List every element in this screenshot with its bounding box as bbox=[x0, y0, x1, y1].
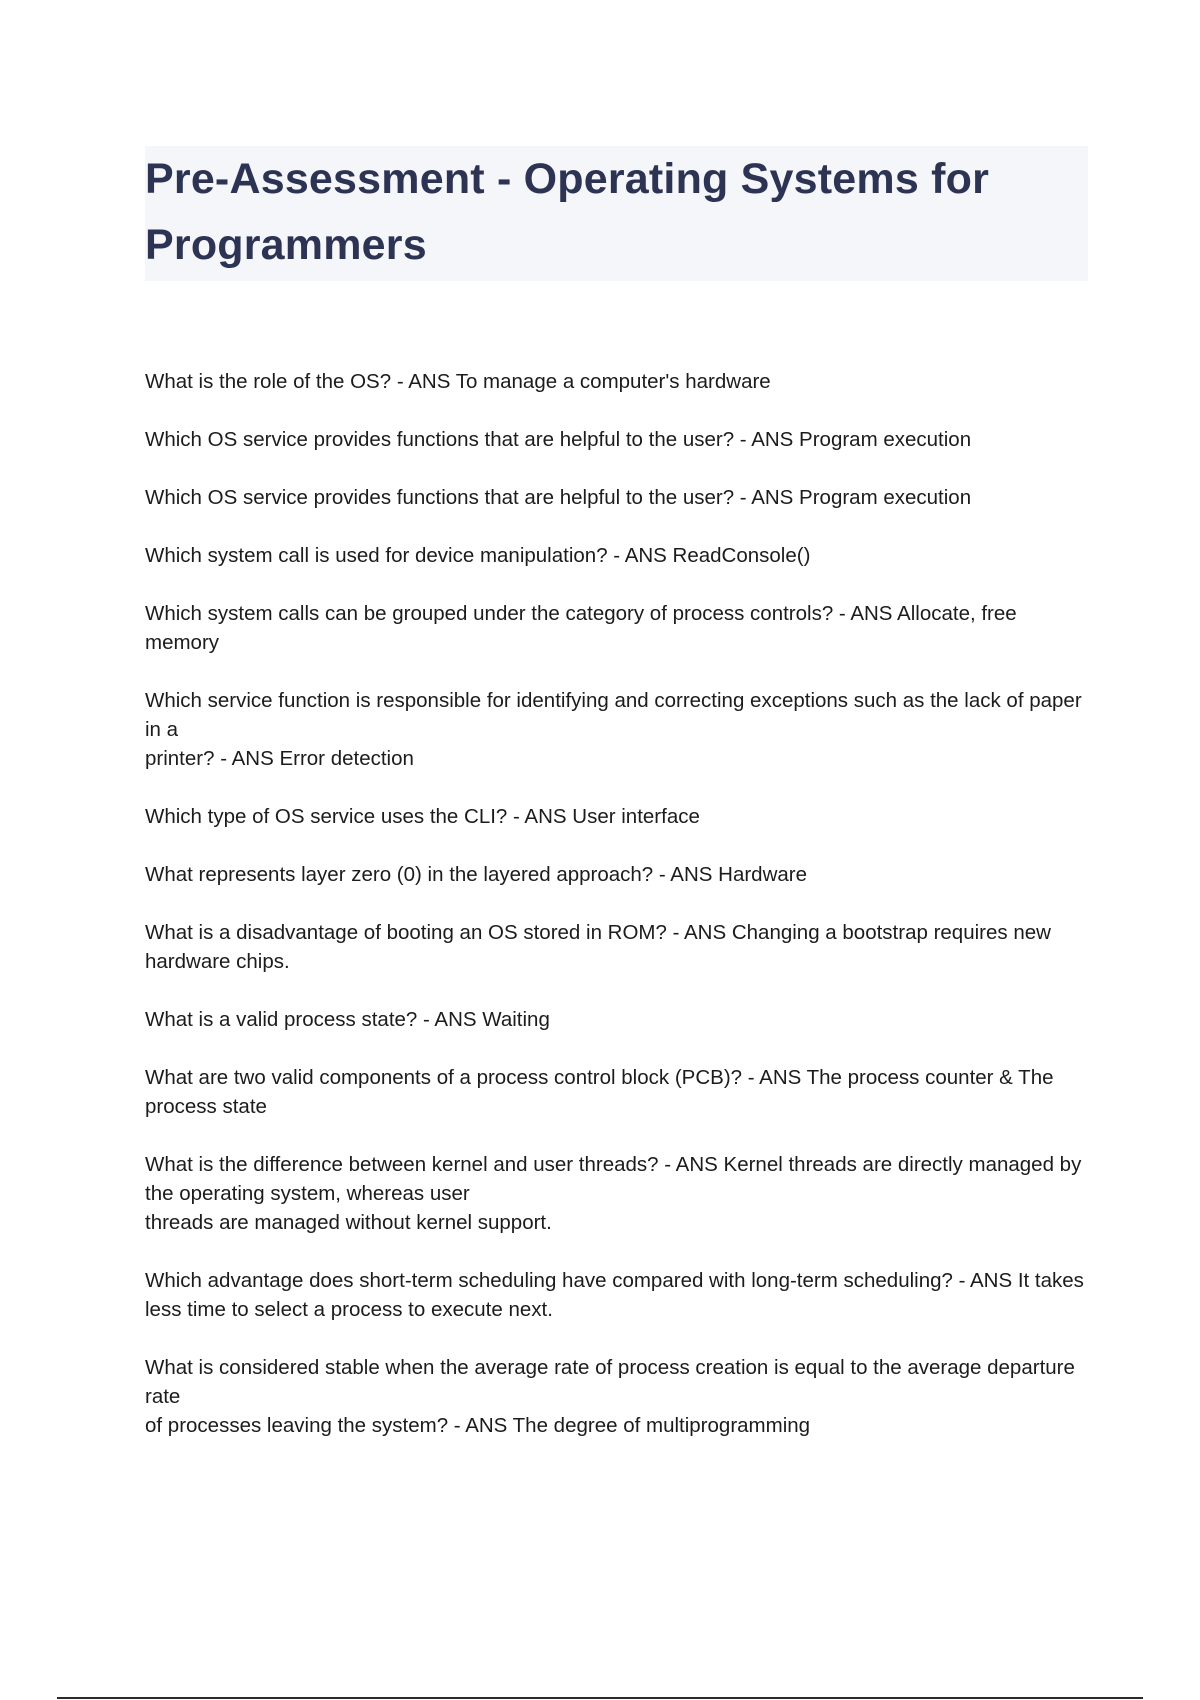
answer-text: ANS It takes less time to select a process to execute next. bbox=[145, 1269, 1084, 1321]
qa-item-10 bbox=[145, 1005, 1085, 1034]
qa-item-3 bbox=[145, 483, 1085, 512]
qa-item-5 bbox=[145, 599, 1085, 657]
question-text: Which OS service provides functions that are helpful to the user? - bbox=[145, 428, 752, 451]
question-text: What is the role of the OS? - bbox=[145, 370, 409, 393]
question-text: Which type of OS service uses the CLI? - bbox=[145, 805, 525, 828]
question-text: Which service function is responsible for identifying and correcting exceptions such as the lack of paper in a printer? - bbox=[145, 689, 1082, 770]
answer-text: ANS To manage a computer's hardware bbox=[408, 370, 771, 393]
qa-item-2 bbox=[145, 425, 1085, 454]
qa-item-4 bbox=[145, 541, 1085, 570]
page-title: Pre-Assessment - Operating Systems for Programmers bbox=[145, 155, 990, 269]
question-answer-list bbox=[145, 367, 1085, 1469]
qa-item-11 bbox=[145, 1063, 1085, 1121]
qa-item-12 bbox=[145, 1150, 1085, 1237]
qa-item-8 bbox=[145, 860, 1085, 889]
answer-text: ANS User interface bbox=[524, 805, 700, 828]
question-text: Which system call is used for device manipulation? - bbox=[145, 544, 625, 567]
answer-text: ANS Kernel threads are directly managed by the operating system, whereas user threads are managed without kernel support. bbox=[145, 1153, 1082, 1234]
footer-divider bbox=[57, 1697, 1143, 1699]
question-text: Which system calls can be grouped under the category of process controls? - bbox=[145, 602, 851, 625]
answer-text: ANS The degree of multiprogramming bbox=[465, 1414, 811, 1437]
question-text: What is considered stable when the average rate of process creation is equal to the average departure rate of processes leaving the system? - bbox=[145, 1356, 1075, 1437]
qa-item-6 bbox=[145, 686, 1085, 773]
answer-text: ANS Program execution bbox=[751, 486, 972, 509]
question-text: Which OS service provides functions that are helpful to the user? - bbox=[145, 486, 752, 509]
answer-text: ANS Program execution bbox=[751, 428, 972, 451]
answer-text: ANS Changing a bootstrap requires new hardware chips. bbox=[145, 921, 1051, 973]
title-banner bbox=[145, 146, 1088, 281]
answer-text: ANS Waiting bbox=[434, 1008, 550, 1031]
question-text: What is a valid process state? - bbox=[145, 1008, 435, 1031]
question-text: What is a disadvantage of booting an OS stored in ROM? - bbox=[145, 921, 684, 944]
answer-text: ANS Error detection bbox=[231, 747, 414, 770]
qa-item-13 bbox=[145, 1266, 1085, 1324]
question-text: Which advantage does short-term scheduling have compared with long-term scheduling? - bbox=[145, 1269, 970, 1292]
answer-text: ANS ReadConsole() bbox=[624, 544, 811, 567]
question-text: What represents layer zero (0) in the layered approach? - bbox=[145, 863, 671, 886]
qa-item-14 bbox=[145, 1353, 1085, 1440]
answer-text: ANS Allocate, free memory bbox=[145, 602, 1017, 654]
answer-text: ANS Hardware bbox=[670, 863, 808, 886]
question-text: What is the difference between kernel and user threads? - bbox=[145, 1153, 676, 1176]
qa-item-1 bbox=[145, 367, 1085, 396]
qa-item-7 bbox=[145, 802, 1085, 831]
qa-item-9 bbox=[145, 918, 1085, 976]
question-text: What are two valid components of a process control block (PCB)? - bbox=[145, 1066, 760, 1089]
answer-text: ANS The process counter & The process state bbox=[145, 1066, 1054, 1118]
